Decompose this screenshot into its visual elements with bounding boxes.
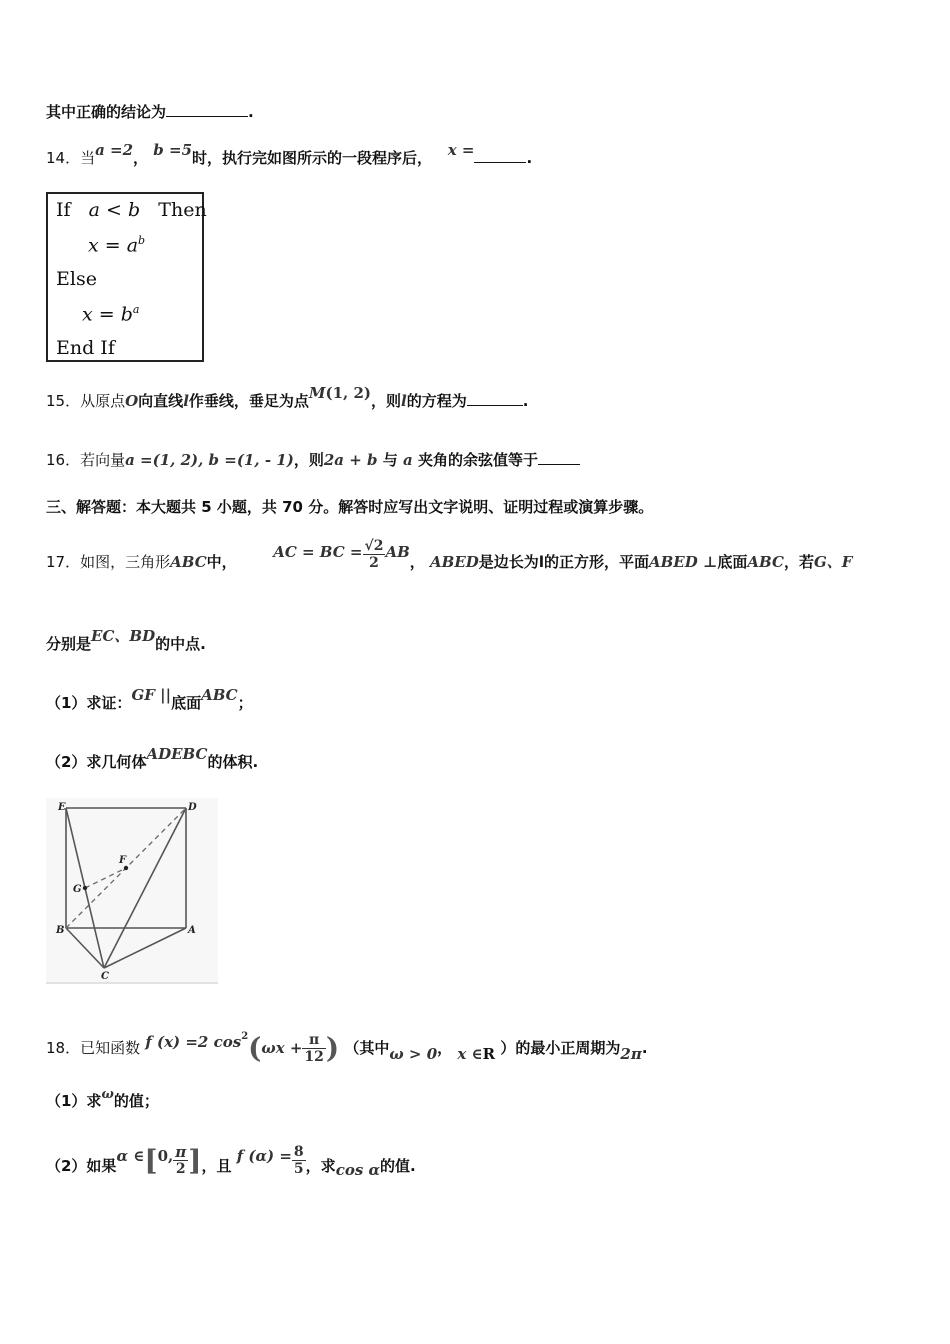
q13-line <box>46 102 254 122</box>
q14-a-eq: a =2 <box>95 141 134 159</box>
q18-line <box>46 1032 648 1065</box>
q16-line <box>46 450 580 470</box>
q17-p1-label: （1）求证： <box>46 694 132 712</box>
program-box <box>46 192 207 362</box>
point-G <box>83 886 87 890</box>
q18-p2-val-frac <box>292 1144 306 1177</box>
code-assign-1: x = a <box>88 234 139 257</box>
q16-t2: 与 <box>382 451 398 469</box>
q17-eq-lhs: AC = BC = <box>273 543 363 561</box>
q17-num: 17．如图，三角形 <box>46 553 171 571</box>
q14-blank <box>474 148 526 163</box>
q13-blank <box>166 102 248 117</box>
q18-paren-left: ( <box>248 1031 262 1065</box>
q15-l2: l <box>401 392 407 410</box>
q18-part-2 <box>46 1143 416 1183</box>
q15-t3: ，则 <box>371 392 402 410</box>
q18-t1: （其中 <box>344 1039 390 1057</box>
q17-GF: G、F <box>813 553 853 571</box>
q14-num: 14．当 <box>46 149 96 167</box>
q18-p2-interval-left: 0, <box>157 1147 174 1165</box>
q18-p2-t3: 的值. <box>380 1157 416 1175</box>
q18-p1-label: （1）求 <box>46 1092 102 1110</box>
q15-blank <box>467 391 523 406</box>
q18-x-cond: x ∈ <box>457 1045 483 1063</box>
q17-line2-t2: 的中点. <box>155 635 206 653</box>
q16-blank <box>538 450 580 465</box>
q15-l1: l <box>183 392 189 410</box>
figure-background <box>46 798 218 984</box>
point-F <box>124 866 128 870</box>
code-cond: a < b <box>88 199 141 221</box>
q16-a: a <box>402 451 413 469</box>
q16-t3: 夹角的余弦值等于 <box>417 451 538 469</box>
q18-p1-t: 的值； <box>113 1092 159 1110</box>
label-B: B <box>56 925 65 936</box>
code-line-5: End If <box>56 337 115 359</box>
code-assign-2: x = b <box>82 303 133 326</box>
q17-ABC: ABC <box>170 553 207 571</box>
q15-t2: 作垂线，垂足为点 <box>188 392 309 410</box>
code-line-1 <box>56 199 207 221</box>
q18-p2-alpha: α ∈ <box>116 1147 145 1165</box>
q18-f-lhs: f (x) =2 cos <box>145 1033 242 1051</box>
q15-O: O <box>125 392 139 410</box>
q17-ABED: ABED <box>430 553 479 571</box>
q17-line-2 <box>46 627 206 654</box>
q17-t4: 底面 <box>717 553 748 571</box>
q17-part-2 <box>46 745 259 772</box>
q18-p2-cos: cos α <box>335 1161 381 1179</box>
q14-b-eq: b =5 <box>153 141 193 159</box>
q17-EC-BD: EC、BD <box>91 627 156 645</box>
q14-x-eq: x = <box>447 141 475 159</box>
q15-M: M <box>308 384 326 402</box>
q17-frac-num: √2 <box>364 538 384 554</box>
q18-p2-pi-frac <box>173 1144 188 1177</box>
q17-p2-label: （2）求几何体 <box>46 753 147 771</box>
q14-end: . <box>526 149 533 167</box>
q18-p2-bracket-left: [ <box>144 1143 158 1177</box>
q13-end: . <box>248 103 254 121</box>
q18-omega-cond: ω > 0 <box>389 1045 438 1063</box>
q15-num: 15．从原点 <box>46 392 126 410</box>
q17-one: l <box>538 553 544 571</box>
q17-p1-GF: GF || <box>131 686 172 704</box>
q15-end: . <box>522 392 529 410</box>
q17-p1-t: 底面 <box>171 694 202 712</box>
q18-p2-f: f (α) = <box>236 1147 292 1165</box>
q15-t4: 的方程为 <box>406 392 467 410</box>
q16-vectors: a =(1, 2), b =(1, - 1) <box>125 451 294 469</box>
q17-p1-ABC: ABC <box>201 686 238 704</box>
q15-M-coord: (1, 2) <box>325 384 372 402</box>
section-3-heading: 三、解答题：本大题共 5 小题，共 70 分。解答时应写出文字说明、证明过程或演算步骤。 <box>46 498 654 516</box>
q17-line2-t1: 分别是 <box>46 635 92 653</box>
q18-p2-val-den: 5 <box>293 1161 304 1177</box>
q18-p2-label: （2）如果 <box>46 1157 117 1175</box>
code-then: Then <box>158 199 207 221</box>
q17-comma: ， <box>409 553 425 571</box>
q18-inner: ωx + <box>261 1039 303 1057</box>
q14-text: 时，执行完如图所示的一段程序后， <box>192 149 433 167</box>
label-A: A <box>188 925 196 936</box>
q18-period: 2π <box>620 1045 642 1063</box>
q18-comma: ， <box>437 1039 453 1057</box>
q18-p2-bracket-right: ] <box>188 1143 202 1177</box>
code-exp-2: a <box>132 303 140 316</box>
q17-t1: 中， <box>206 553 237 571</box>
q18-R: R <box>482 1045 496 1063</box>
q18-pi-den: 12 <box>304 1049 324 1065</box>
q18-p2-t1: ，且 <box>201 1157 232 1175</box>
geometry-figure <box>46 798 218 984</box>
q17-t3: 的正方形，平面 <box>543 553 649 571</box>
q17-frac-den: 2 <box>369 555 379 571</box>
q16-num: 16．若向量 <box>46 451 126 469</box>
q18-t2: ）的最小正周期为 <box>500 1039 621 1057</box>
q18-num: 18．已知函数 <box>46 1039 141 1057</box>
q18-p2-t2: ，求 <box>305 1157 336 1175</box>
q18-paren-right: ) <box>325 1031 340 1065</box>
q17-p2-solid: ADEBC <box>146 745 208 763</box>
q17-t5: ，若 <box>783 553 814 571</box>
q18-p1-omega: ω <box>101 1087 114 1102</box>
q17-ABC-2: ABC <box>747 553 784 571</box>
label-E: E <box>58 802 66 813</box>
q18-p2-val-num: 8 <box>293 1144 304 1160</box>
label-D: D <box>188 802 197 813</box>
q13-text: 其中正确的结论为 <box>46 103 167 121</box>
q18-p2-pi-den: 2 <box>175 1161 186 1177</box>
q18-pi-frac <box>302 1032 325 1065</box>
code-if: If <box>56 199 71 221</box>
q17-part-1 <box>46 686 253 713</box>
q17-t2: 是边长为 <box>478 553 539 571</box>
q17-frac <box>363 538 386 571</box>
q18-part-1 <box>46 1087 159 1113</box>
q17-p1-end: ； <box>237 694 253 712</box>
q14-line <box>46 141 533 168</box>
q18-end: . <box>641 1039 648 1057</box>
label-F: F <box>119 855 127 866</box>
code-exp-1: b <box>138 234 146 247</box>
code-line-4 <box>82 303 139 325</box>
q18-pi-num: π <box>302 1032 325 1049</box>
q16-t1: ，则 <box>293 451 324 469</box>
code-line-3: Else <box>56 268 97 290</box>
q15-line <box>46 384 529 411</box>
q18-p2-pi-num: π <box>175 1143 187 1161</box>
q14-sep: ， <box>133 149 149 167</box>
q17-eq-rhs: AB <box>385 543 410 561</box>
q17-line-1 <box>46 538 853 579</box>
label-G: G <box>73 884 82 895</box>
q18-square: 2 <box>241 1031 249 1042</box>
q15-t1: 向直线 <box>138 392 184 410</box>
q16-expr: 2a + b <box>323 451 378 469</box>
q17-ABED-perp: ABED ⊥ <box>648 553 718 571</box>
q17-p2-t: 的体积. <box>207 753 259 771</box>
code-line-2 <box>88 234 145 256</box>
label-C: C <box>101 971 109 982</box>
